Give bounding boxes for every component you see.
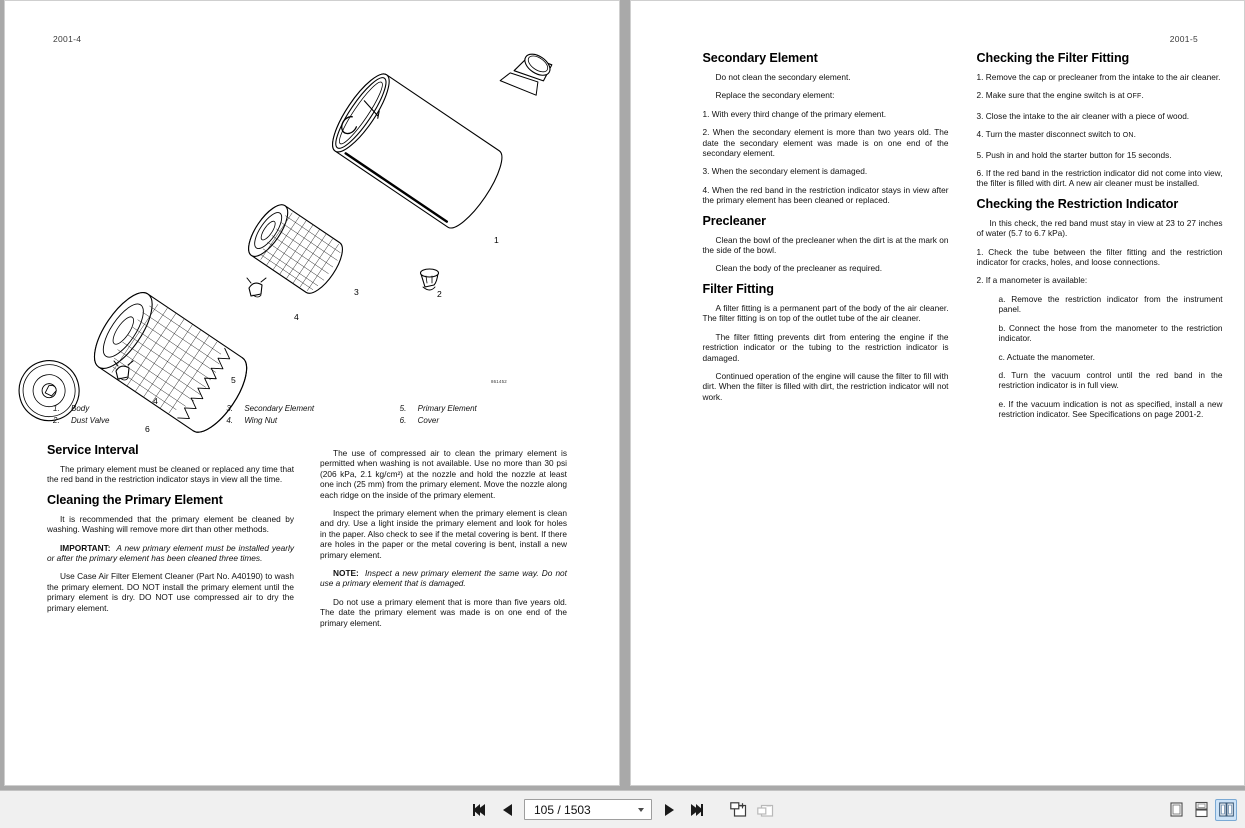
paragraph: Do not use a primary element that is more than five years old. The date the primary element was made is on one end of the primary element. [320,596,567,628]
list-item: 3. When the secondary element is damaged. [702,166,868,177]
first-page-button[interactable] [470,799,490,821]
paragraph: A filter fitting is a permanent part of the body of the air cleaner. The filter fitting is on top of the outlet tube of the air cleaner. [702,302,949,324]
two-page-icon [1219,802,1234,817]
previous-page-icon [502,804,513,816]
view-continuous-button[interactable] [1190,799,1212,821]
last-page-icon [689,804,703,816]
note-text: Inspect a new primary element the same way. Do not use a primary element that is damaged. [320,568,567,589]
legend-label: Body [71,404,90,413]
paragraph-note [320,568,567,589]
sub-list-item: b. Connect the hose from the manometer to the restriction indicator. [998,322,1223,344]
list-item-text: 2. Make sure that the engine switch is at [976,90,1127,101]
list-item-period: . [1141,90,1144,101]
list-item: 2. When the secondary element is more than two years old. The date the secondary element was made is on one end of the secondary element. [702,127,949,159]
next-page-icon [664,804,675,816]
sub-list-item: d. Turn the vacuum control until the red band in the restriction indicator is in full view. [998,369,1223,391]
heading-filter-fitting: Filter Fitting [702,281,774,296]
heading-checking-restriction-indicator: Checking the Restriction Indicator [976,196,1179,211]
left-page-columns [47,443,567,636]
paragraph: The use of compressed air to clean the primary element is permitted when washing is not available. Use no more than 30 psi (206 kPa, 2.1 kg/cm²) at the nozzle and hold the nozzle at least one inch (25 mm) from the primary element. Move the nozzle along each ridge on the inside of the primary element. [320,448,567,500]
heading-service-interval: Service Interval [47,443,139,457]
legend-label: Dust Valve [71,415,110,425]
sub-list-item: a. Remove the restriction indicator from the instrument panel. [998,293,1223,315]
left-column-2 [320,443,567,636]
svg-text:6: 6 [145,424,150,434]
important-label: IMPORTANT: [60,542,111,553]
legend-item [400,415,573,427]
note-label: NOTE: [333,568,359,579]
legend-number: 3. [226,404,233,413]
legend-number: 5. [399,404,407,413]
heading-precleaner: Precleaner [702,213,766,228]
paragraph: Continued operation of the engine will cause the filter to fill with dirt. When the filter is filled with dirt, the restriction indicator will not work. [702,370,949,402]
legend-number: 4. [226,415,233,425]
view-mode-controls [1165,799,1237,821]
left-column-1 [47,443,294,636]
svg-text:4: 4 [153,396,158,406]
list-item: 5. Push in and hold the starter button for 15 seconds. [976,149,1172,160]
legend-number: 6. [399,415,407,425]
page-number-left: 2001-4 [53,34,82,44]
remove-page-button[interactable] [755,799,775,821]
list-item [977,90,1223,102]
svg-text:5: 5 [231,375,236,385]
previous-page-button[interactable] [497,799,517,821]
view-single-page-button[interactable] [1165,799,1187,821]
list-item: 4. When the red band in the restriction indicator stays in view after the primary element has been cleaned or replaced. [702,184,949,206]
page-navigation-controls [470,799,775,821]
list-item: 1. Check the tube between the filter fitting and the restriction indicator for cracks, holes, and loose connections. [976,246,1223,268]
legend-label: Cover [417,415,439,425]
paragraph: Inspect the primary element when the primary element is clean and dry. Use a light inside the primary element and look for holes in the paper. Also check to see if the metal covering is bent. If there are holes in the paper or the metal covering is bent, install a new primary element. [320,508,567,560]
paragraph: Do not clean the secondary element. [715,72,851,82]
page-number-select[interactable] [524,799,652,820]
paragraph: Clean the body of the precleaner as required. [715,263,883,274]
bottom-toolbar [0,790,1245,828]
sub-list-item: c. Actuate the manometer. [998,351,1095,362]
smallcaps-off: OFF [1126,93,1142,101]
legend-item [53,415,226,427]
legend-column-1 [53,403,226,426]
figure-reference-code: 861452 [491,379,507,384]
list-item: 1. Remove the cap or precleaner from the intake to the air cleaner. [976,72,1221,82]
paragraph: In this check, the red band must stay in view at 23 to 27 inches of water (5.7 to 6.7 kPa). [976,217,1223,239]
paragraph-important [47,543,294,564]
important-text: A new primary element must be installed yearly or after the primary element has been cleaned three times. [47,542,294,564]
legend-number: 1. [53,404,60,413]
paragraph: The primary element must be cleaned or replaced any time that the red band in the restriction indicator stays in view all the time. [47,464,294,485]
list-item-period: . [1133,129,1136,140]
view-two-page-button[interactable] [1215,799,1237,821]
legend-column-3 [400,403,573,426]
list-item [977,129,1223,141]
figure-legend [53,403,573,426]
page-indicator-value[interactable]: 105 / 1503 [524,799,652,820]
svg-text:3: 3 [354,287,359,297]
svg-text:4: 4 [294,312,299,322]
right-column-1 [703,51,949,428]
next-page-button[interactable] [659,799,679,821]
list-item: 2. If a manometer is available: [976,275,1088,286]
sub-list-item: e. If the vacuum indication is not as specified, install a new restriction indicator. See Specifications on page 2001-2. [998,398,1223,420]
paragraph: Clean the bowl of the precleaner when the dirt is at the mark on the side of the bowl. [702,234,949,256]
legend-item [226,403,399,415]
last-page-button[interactable] [686,799,706,821]
paragraph: It is recommended that the primary element be cleaned by washing. Washing will remove more dirt than other methods. [47,513,294,535]
heading-checking-filter-fitting: Checking the Filter Fitting [976,51,1130,65]
paragraph: The filter fitting prevents dirt from entering the engine if the restriction indicator or the tubing to the restriction indicator is damaged. [702,331,949,363]
legend-column-2 [226,403,399,426]
right-page-columns [703,51,1223,428]
legend-label: Wing Nut [244,415,278,425]
smallcaps-on: ON [1122,132,1134,140]
list-item: 6. If the red band in the restriction indicator did not come into view, the filter is filled with dirt. A new air cleaner must be installed. [976,168,1223,189]
svg-text:1: 1 [494,235,499,245]
remove-page-icon [757,802,774,817]
add-page-button[interactable] [728,799,748,821]
document-page-left[interactable] [4,0,620,786]
page-number-right: 2001-5 [1169,34,1198,44]
legend-item [400,403,573,415]
list-item: 3. Close the intake to the air cleaner with a piece of wood. [976,110,1190,121]
first-page-icon [473,804,487,816]
right-column-2 [977,51,1223,428]
document-page-right[interactable] [630,0,1245,786]
legend-number: 2. [53,415,60,425]
legend-label: Primary Element [417,404,477,413]
legend-item [53,403,226,415]
single-page-icon [1169,802,1184,817]
paragraph: Replace the secondary element: [715,90,835,101]
svg-text:2: 2 [437,289,442,299]
paragraph: Use Case Air Filter Element Cleaner (Part No. A40190) to wash the primary element. DO NOT install the primary element until the primary element is dry. DO NOT use compressed air to dry the primary element. [47,571,294,613]
heading-cleaning-primary-element: Cleaning the Primary Element [47,492,223,507]
add-page-icon [730,802,747,817]
legend-item [226,415,399,427]
legend-label: Secondary Element [244,404,315,413]
continuous-page-icon [1194,802,1209,817]
list-item-text: 4. Turn the master disconnect switch to [976,129,1123,140]
list-item: 1. With every third change of the primary element. [702,108,887,119]
heading-secondary-element: Secondary Element [702,51,818,65]
